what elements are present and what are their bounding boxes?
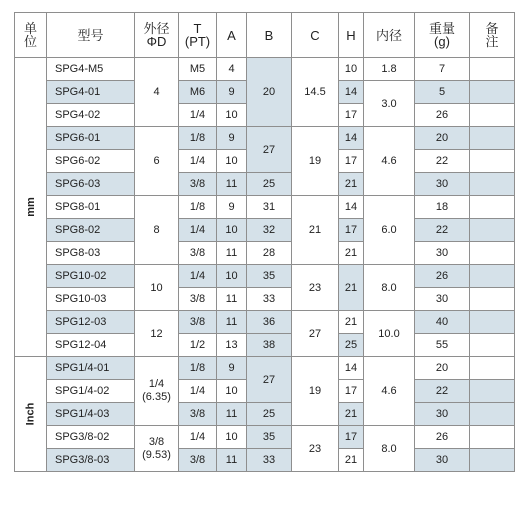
inner-diameter-cell: 8.0: [364, 426, 415, 472]
header-weight: 重量 (g): [415, 13, 470, 58]
note-cell: [470, 265, 515, 288]
thread-cell: 3/8: [179, 242, 217, 265]
model-cell: SPG12-03: [47, 311, 135, 334]
header-note: 备 注: [470, 13, 515, 58]
a-cell: 10: [217, 219, 247, 242]
thread-cell: 1/8: [179, 127, 217, 150]
model-cell: SPG1/4-01: [47, 357, 135, 380]
header-thread: T (PT): [179, 13, 217, 58]
table-row: [15, 265, 515, 288]
h-cell: 21: [339, 449, 364, 472]
thread-cell: 1/8: [179, 196, 217, 219]
note-cell: [470, 426, 515, 449]
note-cell: [470, 242, 515, 265]
note-cell: [470, 196, 515, 219]
thread-cell: 1/4: [179, 219, 217, 242]
note-cell: [470, 288, 515, 311]
h-cell: 17: [339, 426, 364, 449]
table-row: [15, 196, 515, 219]
a-cell: 11: [217, 449, 247, 472]
od-cell: 1/4 (6.35): [135, 357, 179, 426]
table-row: [15, 58, 515, 81]
note-cell: [470, 449, 515, 472]
model-cell: SPG12-04: [47, 334, 135, 357]
thread-cell: 3/8: [179, 403, 217, 426]
a-cell: 11: [217, 288, 247, 311]
thread-cell: 1/4: [179, 104, 217, 127]
b-cell: 27: [247, 357, 292, 403]
thread-cell: 1/2: [179, 334, 217, 357]
a-cell: 10: [217, 426, 247, 449]
note-cell: [470, 127, 515, 150]
header-row: [15, 13, 515, 58]
note-cell: [470, 104, 515, 127]
inner-diameter-cell: 10.0: [364, 311, 415, 357]
header-unit: 单 位: [15, 13, 47, 58]
weight-cell: 55: [415, 334, 470, 357]
model-cell: SPG8-03: [47, 242, 135, 265]
a-cell: 10: [217, 265, 247, 288]
weight-cell: 22: [415, 380, 470, 403]
note-cell: [470, 81, 515, 104]
inner-diameter-cell: 8.0: [364, 265, 415, 311]
table-row: [15, 449, 515, 472]
table-row: [15, 173, 515, 196]
c-cell: 23: [292, 265, 339, 311]
spec-table-wrapper: [14, 12, 515, 472]
weight-cell: 22: [415, 150, 470, 173]
note-cell: [470, 311, 515, 334]
c-cell: 21: [292, 196, 339, 265]
h-cell: 17: [339, 219, 364, 242]
b-cell: 25: [247, 403, 292, 426]
weight-cell: 40: [415, 311, 470, 334]
thread-cell: 1/4: [179, 265, 217, 288]
b-cell: 27: [247, 127, 292, 173]
c-cell: 19: [292, 357, 339, 426]
b-cell: 35: [247, 426, 292, 449]
table-row: [15, 311, 515, 334]
model-cell: SPG4-02: [47, 104, 135, 127]
a-cell: 10: [217, 150, 247, 173]
b-cell: 35: [247, 265, 292, 288]
weight-cell: 7: [415, 58, 470, 81]
weight-cell: 30: [415, 403, 470, 426]
h-cell: 25: [339, 334, 364, 357]
inner-diameter-cell: 4.6: [364, 127, 415, 196]
header-b: B: [247, 13, 292, 58]
h-cell: 14: [339, 357, 364, 380]
h-cell: 21: [339, 265, 364, 311]
thread-cell: 1/4: [179, 380, 217, 403]
note-cell: [470, 403, 515, 426]
b-cell: 20: [247, 58, 292, 127]
thread-cell: 1/4: [179, 150, 217, 173]
model-cell: SPG1/4-02: [47, 380, 135, 403]
header-c: C: [292, 13, 339, 58]
thread-cell: 1/4: [179, 426, 217, 449]
note-cell: [470, 150, 515, 173]
c-cell: 14.5: [292, 58, 339, 127]
unit-cell-inch: Inch: [15, 357, 47, 472]
weight-cell: 18: [415, 196, 470, 219]
a-cell: 9: [217, 81, 247, 104]
b-cell: 28: [247, 242, 292, 265]
model-cell: SPG6-02: [47, 150, 135, 173]
inner-diameter-cell: 3.0: [364, 81, 415, 127]
b-cell: 31: [247, 196, 292, 219]
c-cell: 27: [292, 311, 339, 357]
table-row: [15, 403, 515, 426]
a-cell: 9: [217, 357, 247, 380]
a-cell: 9: [217, 127, 247, 150]
table-row: [15, 357, 515, 380]
note-cell: [470, 173, 515, 196]
inner-diameter-cell: 1.8: [364, 58, 415, 81]
h-cell: 21: [339, 173, 364, 196]
od-cell: 4: [135, 58, 179, 127]
thread-cell: 3/8: [179, 311, 217, 334]
b-cell: 32: [247, 219, 292, 242]
spec-table: [14, 12, 515, 472]
h-cell: 10: [339, 58, 364, 81]
unit-cell-mm: mm: [15, 58, 47, 357]
thread-cell: 3/8: [179, 449, 217, 472]
header-h: H: [339, 13, 364, 58]
table-row: [15, 219, 515, 242]
a-cell: 4: [217, 58, 247, 81]
od-cell: 6: [135, 127, 179, 196]
thread-cell: 1/8: [179, 357, 217, 380]
header-model: 型号: [47, 13, 135, 58]
h-cell: 14: [339, 196, 364, 219]
b-cell: 38: [247, 334, 292, 357]
a-cell: 9: [217, 196, 247, 219]
header-outer-diameter: 外径 ΦD: [135, 13, 179, 58]
note-cell: [470, 58, 515, 81]
weight-cell: 30: [415, 173, 470, 196]
od-cell: 3/8 (9.53): [135, 426, 179, 472]
note-cell: [470, 380, 515, 403]
c-cell: 19: [292, 127, 339, 196]
od-cell: 8: [135, 196, 179, 265]
weight-cell: 26: [415, 426, 470, 449]
weight-cell: 30: [415, 242, 470, 265]
model-cell: SPG10-02: [47, 265, 135, 288]
od-cell: 12: [135, 311, 179, 357]
a-cell: 11: [217, 173, 247, 196]
h-cell: 17: [339, 104, 364, 127]
h-cell: 17: [339, 150, 364, 173]
model-cell: SPG6-01: [47, 127, 135, 150]
h-cell: 21: [339, 311, 364, 334]
weight-cell: 30: [415, 288, 470, 311]
weight-cell: 22: [415, 219, 470, 242]
b-cell: 36: [247, 311, 292, 334]
a-cell: 11: [217, 311, 247, 334]
model-cell: SPG8-01: [47, 196, 135, 219]
a-cell: 10: [217, 380, 247, 403]
b-cell: 25: [247, 173, 292, 196]
table-row: [15, 242, 515, 265]
model-cell: SPG4-01: [47, 81, 135, 104]
weight-cell: 20: [415, 357, 470, 380]
h-cell: 17: [339, 380, 364, 403]
model-cell: SPG8-02: [47, 219, 135, 242]
c-cell: 23: [292, 426, 339, 472]
h-cell: 14: [339, 81, 364, 104]
note-cell: [470, 219, 515, 242]
table-row: [15, 426, 515, 449]
a-cell: 11: [217, 242, 247, 265]
table-row: [15, 334, 515, 357]
thread-cell: M5: [179, 58, 217, 81]
weight-cell: 5: [415, 81, 470, 104]
note-cell: [470, 334, 515, 357]
inner-diameter-cell: 6.0: [364, 196, 415, 265]
thread-cell: 3/8: [179, 288, 217, 311]
b-cell: 33: [247, 288, 292, 311]
a-cell: 13: [217, 334, 247, 357]
inner-diameter-cell: 4.6: [364, 357, 415, 426]
b-cell: 33: [247, 449, 292, 472]
weight-cell: 20: [415, 127, 470, 150]
model-cell: SPG4-M5: [47, 58, 135, 81]
model-cell: SPG3/8-03: [47, 449, 135, 472]
h-cell: 21: [339, 242, 364, 265]
thread-cell: 3/8: [179, 173, 217, 196]
model-cell: SPG1/4-03: [47, 403, 135, 426]
h-cell: 21: [339, 403, 364, 426]
weight-cell: 30: [415, 449, 470, 472]
model-cell: SPG3/8-02: [47, 426, 135, 449]
od-cell: 10: [135, 265, 179, 311]
a-cell: 10: [217, 104, 247, 127]
header-a: A: [217, 13, 247, 58]
table-row: [15, 127, 515, 150]
header-inner-diameter: 内径: [364, 13, 415, 58]
a-cell: 11: [217, 403, 247, 426]
model-cell: SPG10-03: [47, 288, 135, 311]
model-cell: SPG6-03: [47, 173, 135, 196]
note-cell: [470, 357, 515, 380]
thread-cell: M6: [179, 81, 217, 104]
weight-cell: 26: [415, 104, 470, 127]
h-cell: 14: [339, 127, 364, 150]
weight-cell: 26: [415, 265, 470, 288]
table-row: [15, 288, 515, 311]
